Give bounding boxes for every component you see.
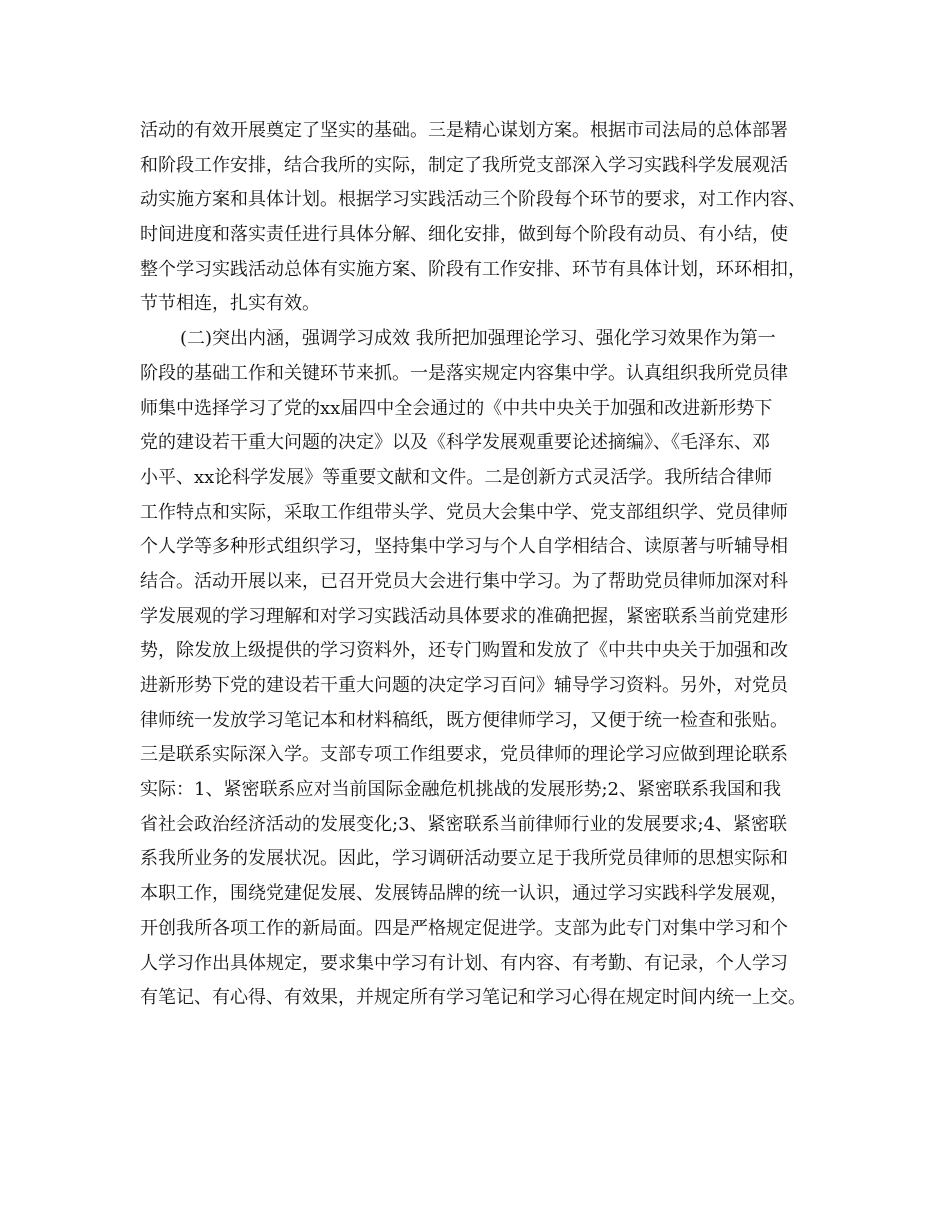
text-line: 时间进度和落实责任进行具体分解、细化安排，做到每个阶段有动员、有小结，使 xyxy=(140,224,788,246)
text-line: 进新形势下党的建设若干重大问题的决定学习百问》辅导学习资料。另外，对党员 xyxy=(140,675,788,696)
text-line: 工作特点和实际，采取工作组带头学、党员大会集中学、党支部组织学、党员律师 xyxy=(140,501,788,523)
text-line: 本职工作，围绕党建促发展、发展铸品牌的统一认识，通过学习实践科学发展观， xyxy=(140,883,788,905)
section-heading-line: (二)突出内涵，强调学习成效 我所把加强理论学习、强化学习效果作为第一 xyxy=(180,328,776,350)
text-line: 党的建设若干重大问题的决定》以及《科学发展观重要论述摘编》、《毛泽东、邓 xyxy=(140,432,770,454)
text-line: 律师统一发放学习笔记本和材料稿纸，既方便律师学习，又便于统一检查和张贴。 xyxy=(140,709,788,731)
text-line: 三是联系实际深入学。支部专项工作组要求，党员律师的理论学习应做到理论联系 xyxy=(140,744,788,766)
text-line: 和阶段工作安排，结合我所的实际，制定了我所党支部深入学习实践科学发展观活 xyxy=(140,154,788,176)
text-line: 学发展观的学习理解和对学习实践活动具体要求的准确把握，紧密联系当前党建形 xyxy=(140,605,788,627)
text-line: 人学习作出具体规定，要求集中学习有计划、有内容、有考勤、有记录，个人学习 xyxy=(140,952,788,974)
text-line: 活动的有效开展奠定了坚实的基础。三是精心谋划方案。根据市司法局的总体部署 xyxy=(140,120,788,141)
text-line: 省社会政治经济活动的发展变化;3、紧密联系当前律师行业的发展要求;4、紧密联 xyxy=(140,813,788,835)
text-line: 势，除发放上级提供的学习资料外，还专门购置和发放了《中共中央关于加强和改 xyxy=(140,640,788,662)
text-line: 实际：1、紧密联系应对当前国际金融危机挑战的发展形势;2、紧密联系我国和我 xyxy=(140,779,781,801)
text-line: 节节相连，扎实有效。 xyxy=(140,293,320,315)
text-line: 有笔记、有心得、有效果，并规定所有学习笔记和学习心得在规定时间内统一上交。 xyxy=(140,987,806,1009)
text-line: 师集中选择学习了党的xx届四中全会通过的《中共中央关于加强和改进新形势下 xyxy=(140,397,773,419)
text-line: 动实施方案和具体计划。根据学习实践活动三个阶段每个环节的要求，对工作内容、 xyxy=(140,189,806,211)
text-line: 整个学习实践活动总体有实施方案、阶段有工作安排、环节有具体计划，环环相扣， xyxy=(140,258,806,280)
text-line: 结合。活动开展以来，已召开党员大会进行集中学习。为了帮助党员律师加深对科 xyxy=(140,570,788,592)
text-line: 系我所业务的发展状况。因此，学习调研活动要立足于我所党员律师的思想实际和 xyxy=(140,848,788,870)
text-line: 阶段的基础工作和关键环节来抓。一是落实规定内容集中学。认真组织我所党员律 xyxy=(140,362,788,384)
text-line: 开创我所各项工作的新局面。四是严格规定促进学。支部为此专门对集中学习和个 xyxy=(140,917,788,939)
text-line: 小平、xx论科学发展》等重要文献和文件。二是创新方式灵活学。我所结合律师 xyxy=(140,466,773,488)
body-text xyxy=(140,114,840,1016)
text-line: 个人学等多种形式组织学习，坚持集中学习与个人自学相结合、读原著与听辅导相 xyxy=(140,536,788,558)
